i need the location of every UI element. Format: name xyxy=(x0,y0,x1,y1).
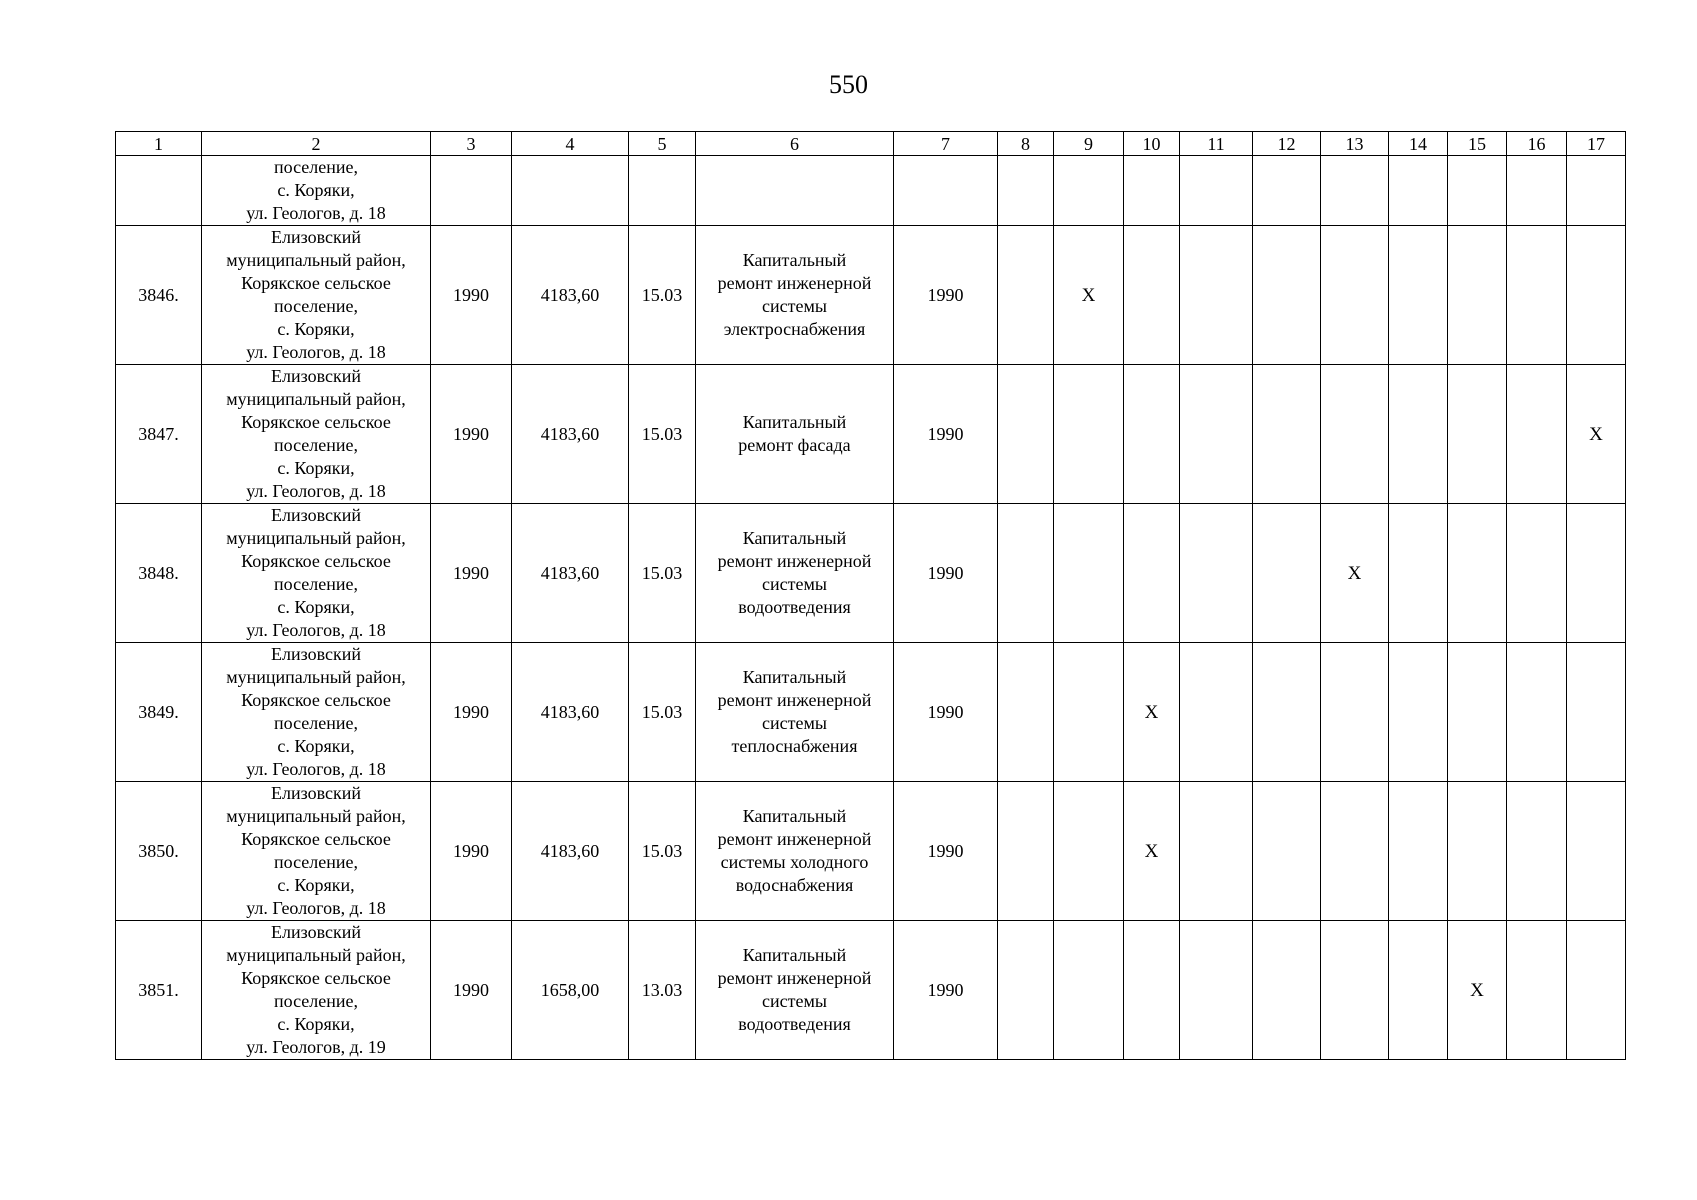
cell-empty xyxy=(1253,782,1321,921)
cell-empty xyxy=(1054,365,1124,504)
column-header: 12 xyxy=(1253,132,1321,156)
cell-empty xyxy=(1253,156,1321,226)
table-row xyxy=(116,782,1626,921)
column-header: 1 xyxy=(116,132,202,156)
cell-empty xyxy=(1389,921,1448,1060)
cell-work-type: Капитальный ремонт инженерной системы электроснабжения xyxy=(696,226,894,365)
column-number-row xyxy=(116,132,1626,156)
table-row xyxy=(116,365,1626,504)
cell-empty xyxy=(1180,226,1253,365)
cell-area: 4183,60 xyxy=(512,504,629,643)
cell-mark: X xyxy=(1321,504,1389,643)
cell-year: 1990 xyxy=(894,226,998,365)
cell-empty xyxy=(1180,643,1253,782)
cell-empty xyxy=(431,156,512,226)
cell-code: 15.03 xyxy=(629,226,696,365)
cell-empty xyxy=(1124,156,1180,226)
cell-year: 1990 xyxy=(894,643,998,782)
cell-empty xyxy=(512,156,629,226)
cell-empty xyxy=(1389,643,1448,782)
cell-year-built: 1990 xyxy=(431,365,512,504)
cell-mark: X xyxy=(1567,365,1626,504)
cell-empty xyxy=(1507,643,1567,782)
cell-address: Елизовский муниципальный район, Корякское сельское поселение, с. Коряки, ул. Геологов, д. 18 xyxy=(202,365,431,504)
cell-empty xyxy=(1448,226,1507,365)
cell-empty xyxy=(696,156,894,226)
cell-work-type: Капитальный ремонт инженерной системы холодного водоснабжения xyxy=(696,782,894,921)
cell-empty xyxy=(1180,921,1253,1060)
column-header: 5 xyxy=(629,132,696,156)
registry-table xyxy=(115,131,1626,1060)
column-header: 2 xyxy=(202,132,431,156)
column-header: 11 xyxy=(1180,132,1253,156)
cell-empty xyxy=(1180,782,1253,921)
cell-address: Елизовский муниципальный район, Корякское сельское поселение, с. Коряки, ул. Геологов, д. 19 xyxy=(202,921,431,1060)
column-header: 10 xyxy=(1124,132,1180,156)
cell-year-built: 1990 xyxy=(431,921,512,1060)
cell-empty xyxy=(1321,921,1389,1060)
cell-empty xyxy=(1054,921,1124,1060)
cell-empty xyxy=(1253,365,1321,504)
cell-mark: X xyxy=(1448,921,1507,1060)
table-row xyxy=(116,921,1626,1060)
cell-empty xyxy=(1321,643,1389,782)
cell-mark: X xyxy=(1124,782,1180,921)
cell-year: 1990 xyxy=(894,504,998,643)
cell-address: Елизовский муниципальный район, Корякское сельское поселение, с. Коряки, ул. Геологов, д. 18 xyxy=(202,504,431,643)
cell-number: 3849. xyxy=(116,643,202,782)
cell-empty xyxy=(1180,504,1253,643)
cell-area: 4183,60 xyxy=(512,226,629,365)
table-row xyxy=(116,643,1626,782)
cell-work-type: Капитальный ремонт фасада xyxy=(696,365,894,504)
cell-empty xyxy=(998,643,1054,782)
page-number: 550 xyxy=(829,70,868,99)
cell-year-built: 1990 xyxy=(431,643,512,782)
column-header: 17 xyxy=(1567,132,1626,156)
cell-empty xyxy=(1124,504,1180,643)
cell-number: 3847. xyxy=(116,365,202,504)
cell-empty xyxy=(1124,921,1180,1060)
cell-empty xyxy=(1389,156,1448,226)
cell-year-built: 1990 xyxy=(431,782,512,921)
cell-year: 1990 xyxy=(894,365,998,504)
cell-empty xyxy=(1253,643,1321,782)
cell-empty xyxy=(894,156,998,226)
cell-empty xyxy=(1507,504,1567,643)
cell-area: 4183,60 xyxy=(512,643,629,782)
cell-year: 1990 xyxy=(894,782,998,921)
cell-empty xyxy=(1567,782,1626,921)
cell-year-built: 1990 xyxy=(431,226,512,365)
cell-code: 15.03 xyxy=(629,504,696,643)
cell-empty xyxy=(1124,226,1180,365)
cell-empty xyxy=(1448,504,1507,643)
cell-empty xyxy=(1124,365,1180,504)
cell-empty xyxy=(1448,365,1507,504)
column-header: 8 xyxy=(998,132,1054,156)
cell-empty xyxy=(1567,156,1626,226)
cell-empty xyxy=(1054,156,1124,226)
cell-empty xyxy=(1567,504,1626,643)
cell-empty xyxy=(629,156,696,226)
cell-code: 15.03 xyxy=(629,782,696,921)
cell-empty xyxy=(1389,365,1448,504)
cell-empty xyxy=(1567,643,1626,782)
cell-empty xyxy=(1253,504,1321,643)
cell-empty xyxy=(1507,365,1567,504)
cell-address: Елизовский муниципальный район, Корякское сельское поселение, с. Коряки, ул. Геологов, д. 18 xyxy=(202,643,431,782)
cell-mark: X xyxy=(1054,226,1124,365)
cell-empty xyxy=(998,921,1054,1060)
cell-year: 1990 xyxy=(894,921,998,1060)
cell-area: 4183,60 xyxy=(512,782,629,921)
cell-empty xyxy=(1507,921,1567,1060)
cell-empty xyxy=(1054,782,1124,921)
column-header: 6 xyxy=(696,132,894,156)
cell-empty xyxy=(998,504,1054,643)
cell-number: 3848. xyxy=(116,504,202,643)
cell-empty xyxy=(1507,226,1567,365)
cell-empty xyxy=(1321,782,1389,921)
cell-empty xyxy=(1321,226,1389,365)
cell-empty xyxy=(1253,226,1321,365)
column-header: 15 xyxy=(1448,132,1507,156)
cell-empty xyxy=(1507,782,1567,921)
cell-empty xyxy=(1448,782,1507,921)
cell-empty xyxy=(1567,921,1626,1060)
table-row xyxy=(116,226,1626,365)
cell-address: поселение, с. Коряки, ул. Геологов, д. 18 xyxy=(202,156,431,226)
cell-number xyxy=(116,156,202,226)
cell-empty xyxy=(1180,156,1253,226)
cell-code: 15.03 xyxy=(629,643,696,782)
registry-body xyxy=(116,156,1626,1060)
cell-work-type: Капитальный ремонт инженерной системы теплоснабжения xyxy=(696,643,894,782)
cell-empty xyxy=(1448,643,1507,782)
column-header: 4 xyxy=(512,132,629,156)
cell-number: 3850. xyxy=(116,782,202,921)
cell-empty xyxy=(1253,921,1321,1060)
cell-empty xyxy=(1180,365,1253,504)
cell-empty xyxy=(1321,365,1389,504)
cell-area: 1658,00 xyxy=(512,921,629,1060)
cell-number: 3851. xyxy=(116,921,202,1060)
cell-empty xyxy=(1054,643,1124,782)
cell-empty xyxy=(1389,504,1448,643)
cell-empty xyxy=(1507,156,1567,226)
cell-code: 13.03 xyxy=(629,921,696,1060)
cell-work-type: Капитальный ремонт инженерной системы водоотведения xyxy=(696,504,894,643)
continuation-row xyxy=(116,156,1626,226)
column-header: 3 xyxy=(431,132,512,156)
column-header: 9 xyxy=(1054,132,1124,156)
cell-empty xyxy=(998,365,1054,504)
cell-empty xyxy=(1321,156,1389,226)
cell-empty xyxy=(1567,226,1626,365)
column-header: 7 xyxy=(894,132,998,156)
cell-empty xyxy=(998,782,1054,921)
column-header: 14 xyxy=(1389,132,1448,156)
cell-empty xyxy=(1054,504,1124,643)
column-header: 13 xyxy=(1321,132,1389,156)
cell-work-type: Капитальный ремонт инженерной системы водоотведения xyxy=(696,921,894,1060)
table-row xyxy=(116,504,1626,643)
cell-area: 4183,60 xyxy=(512,365,629,504)
cell-empty xyxy=(1389,226,1448,365)
cell-code: 15.03 xyxy=(629,365,696,504)
column-header: 16 xyxy=(1507,132,1567,156)
cell-empty xyxy=(1448,156,1507,226)
cell-address: Елизовский муниципальный район, Корякское сельское поселение, с. Коряки, ул. Геологов, д. 18 xyxy=(202,226,431,365)
cell-address: Елизовский муниципальный район, Корякское сельское поселение, с. Коряки, ул. Геологов, д. 18 xyxy=(202,782,431,921)
cell-year-built: 1990 xyxy=(431,504,512,643)
cell-empty xyxy=(998,226,1054,365)
cell-number: 3846. xyxy=(116,226,202,365)
cell-mark: X xyxy=(1124,643,1180,782)
cell-empty xyxy=(1389,782,1448,921)
cell-empty xyxy=(998,156,1054,226)
